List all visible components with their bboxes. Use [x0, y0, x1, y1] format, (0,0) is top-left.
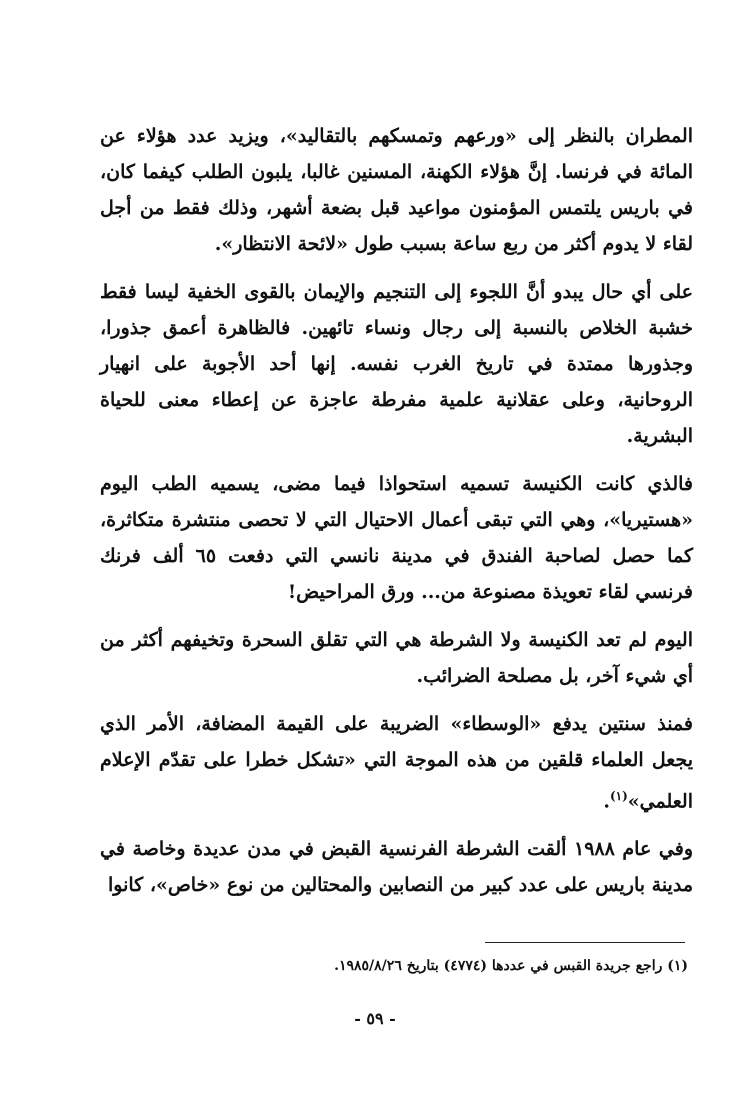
page-number: - ٥٩ -: [354, 1009, 396, 1028]
footnote: (١) راجع جريدة القبس في عددها (٤٧٧٤) بتاريخ ١٩٨٥/٨/٢٦.: [334, 958, 688, 974]
paragraph-5: [100, 706, 693, 819]
paragraph-5-text: فمنذ سنتين يدفع «الوسطاء» الضريبة على القيمة المضافة، الأمر الذي يجعل العلماء قلقين من هذه الموجة التي «تشكل خطرا على تقدّم الإعلام العلمي»: [100, 713, 693, 813]
paragraph-3: فالذي كانت الكنيسة تسميه استحواذا فيما مضى، يسميه الطب اليوم «هستيريا»، وهي التي تبقى أعمال الاحتيال التي لا تحصى منتشرة متكاثرة، كما حصل لصاحبة الفندق في مدينة نانسي التي دفعت ٦٥ ألف فرنك فرنسي لقاء تعويذة مصنوعة من... ورق المراحيض!: [100, 473, 693, 603]
paragraph-5-end: .: [603, 790, 610, 813]
paragraph-6: وفي عام ١٩٨٨ ألقت الشرطة الفرنسية القبض في مدن عديدة وخاصة في مدينة باريس على عدد كبير من النصابين والمحتالين من نوع «خاص»، كانوا: [100, 838, 693, 897]
paragraph-2: على أي حال يبدو أنَّ اللجوء إلى التنجيم والإيمان بالقوى الخفية ليسا فقط خشبة الخلاص بالنسبة إلى رجال ونساء تائهين. فالظاهرة أعمق جذورا، وجذورها ممتدة في تاريخ الغرب نفسه. إنها أحد الأجوبة على انهيار الروحانية، وعلى عقلانية علمية مفرطة عاجزة عن إعطاء معنى للحياة البشرية.: [100, 281, 693, 447]
footnote-divider: [485, 942, 685, 943]
body-text: [100, 118, 693, 903]
paragraph-1: المطران بالنظر إلى «ورعهم وتمسكهم بالتقاليد»، ويزيد عدد هؤلاء عن المائة في فرنسا. إنَّ هؤلاء الكهنة، المسنين غالبا، يلبون الطلب كيفما كان، في باريس يلتمس المؤمنون مواعيد قبل بضعة أشهر، وذلك فقط من أجل لقاء لا يدوم أكثر من ربع ساعة بسبب طول «لائحة الانتظار».: [100, 125, 693, 255]
footnote-reference: (١): [609, 789, 628, 803]
paragraph-4: اليوم لم تعد الكنيسة ولا الشرطة هي التي تقلق السحرة وتخيفهم أكثر من أي شيء آخر، بل مصلحة الضرائب.: [100, 629, 693, 687]
